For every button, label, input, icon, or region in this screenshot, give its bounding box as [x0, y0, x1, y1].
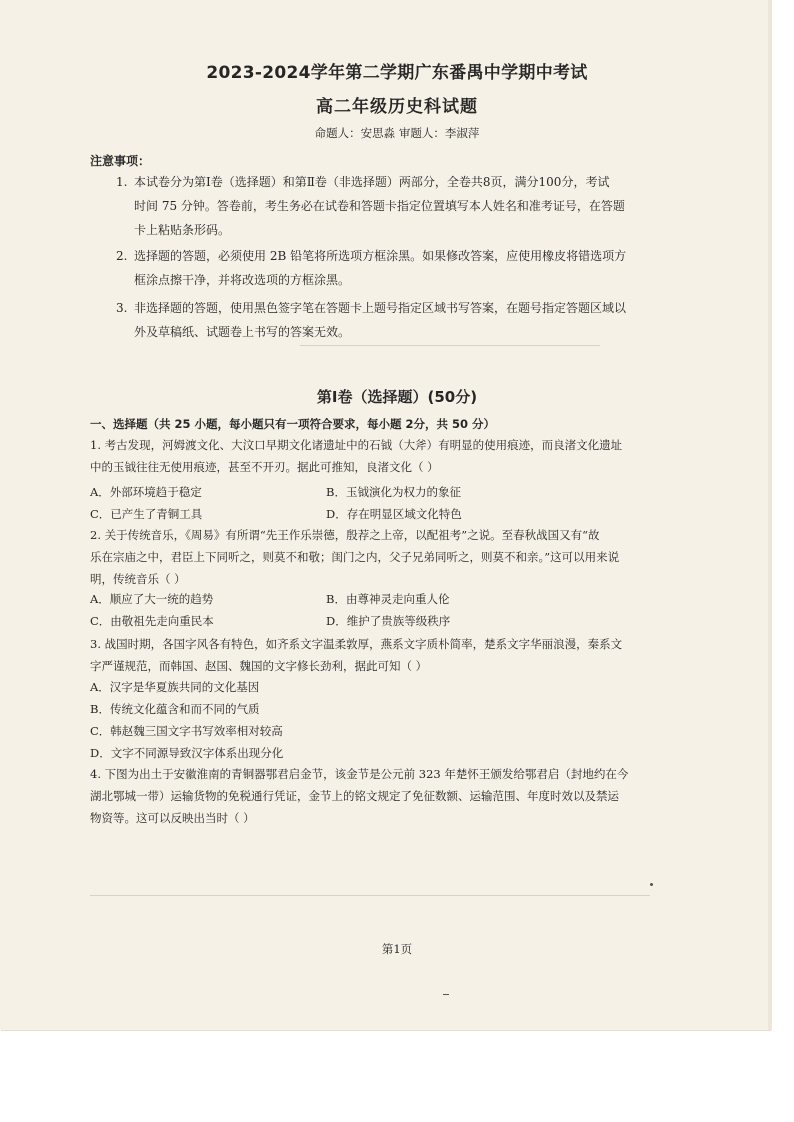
question-3-stem — [90, 633, 686, 677]
scan-artifact-line — [90, 895, 650, 896]
note-text-line: 外及草稿纸、试题卷上书写的答案无效。 — [134, 325, 351, 339]
question-2-option-a: A．顺应了大一统的趋势 — [90, 592, 214, 606]
question-2-option-d: D．维护了贵族等级秩序 — [326, 614, 451, 628]
note-number: 2. — [116, 249, 128, 263]
question-text-line: 3. 战国时期，各国字风各有特色，如齐系文字温柔敦厚，燕系文字质朴简率，楚系文字华丽浪漫，秦系文 — [90, 637, 623, 651]
question-3-option-b: B．传统文化蕴含和而不同的气质 — [90, 702, 260, 716]
exam-title: 2023-2024学年第二学期广东番禺中学期中考试 — [206, 63, 588, 83]
note-number: 3. — [116, 301, 128, 315]
scan-speck — [443, 994, 449, 995]
question-3-option-a: A．汉字是华夏族共同的文化基因 — [90, 680, 260, 694]
notes-heading: 注意事项： — [90, 154, 151, 168]
question-3-option-d: D．文字不同源导致汉字体系出现分化 — [90, 746, 284, 760]
note-text-line: 卡上粘贴条形码。 — [134, 223, 231, 237]
page-number: 第1页 — [381, 942, 413, 956]
scan-edge — [768, 0, 772, 1030]
question-text-line: 4. 下图为出土于安徽淮南的青铜器鄂君启金节，该金节是公元前 323 年楚怀王颁发给鄂君启（封地约在今 — [90, 767, 629, 781]
part-heading: 一、选择题（共 25 小题，每小题只有一项符合要求，每小题 2分，共 50 分） — [90, 417, 496, 431]
question-text-line: 中的玉钺往往无使用痕迹，甚至不开刃。据此可推知，良渚文化（ ） — [90, 460, 439, 474]
question-2-option-c: C．由敬祖先走向重民本 — [90, 614, 214, 628]
note-text-line: 时间 75 分钟。答卷前，考生务必在试卷和答题卡指定位置填写本人姓名和准考证号，在答题 — [134, 199, 625, 213]
scan-speck — [650, 883, 653, 886]
question-text-line: 字严谨规范，而韩国、赵国、魏国的文字修长劲利，据此可知（ ） — [90, 659, 428, 673]
question-1-stem — [90, 434, 686, 478]
question-text-line: 1. 考古发现，河姆渡文化、大汶口早期文化诸遗址中的石钺（大斧）有明显的使用痕迹，而良渚文化遗址 — [90, 438, 623, 452]
question-text-line: 物资等。这可以反映出当时（ ） — [90, 811, 255, 825]
question-1-option-a: A．外部环境趋于稳定 — [90, 485, 202, 499]
question-1-option-d: D．存在明显区域文化特色 — [326, 507, 462, 521]
note-text-line: 本试卷分为第Ⅰ卷（选择题）和第Ⅱ卷（非选择题）两部分，全卷共8页，满分100分，考试 — [134, 175, 610, 189]
question-3-option-c: C．韩赵魏三国文字书写效率相对较高 — [90, 724, 283, 738]
note-text-line: 框涂点擦干净，并将改选项的方框涂黑。 — [134, 273, 351, 287]
question-2-stem — [90, 524, 686, 590]
question-text-line: 湖北鄂城一带）运输货物的免税通行凭证，金节上的铭文规定了免征数额、运输范围、年度时效以及禁运 — [90, 789, 619, 803]
exam-subtitle: 高二年级历史科试题 — [316, 97, 478, 117]
note-text-line: 非选择题的答题，使用黑色签字笔在答题卡上题号指定区域书写答案，在题号指定答题区域以 — [134, 301, 627, 315]
question-text-line: 2. 关于传统音乐，《周易》有所谓“先王作乐崇德，殷荐之上帝，以配祖考”之说。至春秋战国又有“故 — [90, 528, 600, 542]
scan-artifact-line — [300, 345, 600, 346]
note-item-3 — [116, 296, 688, 344]
section-title: 第Ⅰ卷（选择题）(50分) — [316, 388, 478, 406]
exam-authors: 命题人：安思淼 审题人：李淑萍 — [314, 126, 480, 140]
question-2-option-b: B．由尊神灵走向重人伦 — [326, 592, 450, 606]
note-item-1 — [116, 170, 688, 242]
question-text-line: 明，传统音乐（ ） — [90, 572, 186, 586]
question-text-line: 乐在宗庙之中，君臣上下同听之，则莫不和敬；闺门之内，父子兄弟同听之，则莫不和亲。”这可以用来说 — [90, 550, 620, 564]
question-1-option-c: C．已产生了青铜工具 — [90, 507, 203, 521]
note-text-line: 选择题的答题，必须使用 2B 铅笔将所选项方框涂黑。如果修改答案，应使用橡皮将错选项方 — [134, 249, 627, 263]
question-4-stem — [90, 763, 686, 829]
note-item-2 — [116, 244, 688, 292]
question-1-option-b: B．玉钺演化为权力的象征 — [326, 485, 461, 499]
note-number: 1. — [116, 175, 128, 189]
